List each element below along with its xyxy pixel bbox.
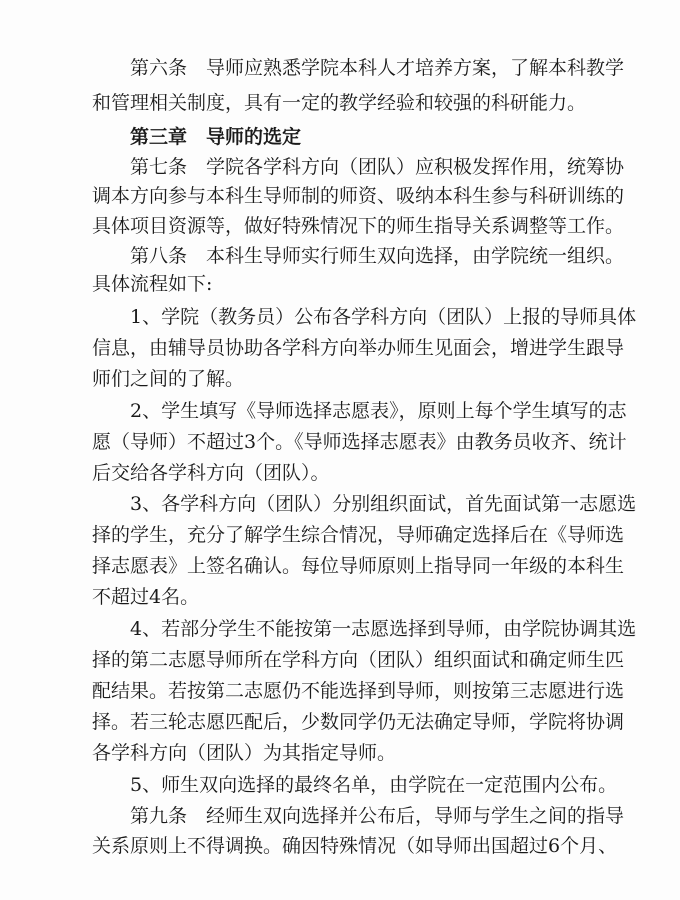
text-line: 2、学生填写《导师选择志愿表》，原则上每个学生填写的志 — [130, 400, 627, 422]
text-line: 择的学生，充分了解学生综合情况，导师确定选择后在《导师选 — [92, 524, 625, 546]
text-line: 和管理相关制度，具有一定的教学经验和较强的科研能力。 — [92, 92, 587, 114]
text-line: 4、若部分学生不能按第一志愿选择到导师，由学院协调其选 — [130, 618, 637, 640]
text-line: 择志愿表》上签名确认。每位导师原则上指导同一年级的本科生 — [92, 555, 625, 577]
text-line: 配结果。若按第二志愿仍不能选择到导师，则按第三志愿进行选 — [92, 680, 625, 702]
text-line: 第六条 导师应熟悉学院本科人才培养方案，了解本科教学 — [130, 57, 625, 79]
text-line: 具体项目资源等，做好特殊情况下的师生指导关系调整等工作。 — [92, 215, 625, 237]
text-line: 1、学院（教务员）公布各学科方向（团队）上报的导师具体 — [130, 306, 637, 328]
text-line: 5、师生双向选择的最终名单，由学院在一定范围内公布。 — [130, 774, 618, 796]
text-line: 各学科方向（团队）为其指定导师。 — [92, 742, 397, 764]
text-line: 后交给各学科方向（团队）。 — [92, 462, 330, 484]
text-line: 师们之间的了解。 — [92, 368, 245, 390]
text-line: 不超过4名。 — [92, 586, 200, 608]
text-line: 第七条 学院各学科方向（团队）应积极发挥作用，统筹协 — [130, 156, 625, 178]
text-line: 第八条 本科生导师实行师生双向选择，由学院统一组织。 — [130, 245, 625, 267]
text-line: 第九条 经师生双向选择并公布后，导师与学生之间的指导 — [130, 805, 625, 827]
text-line: 具体流程如下: — [92, 273, 213, 295]
text-line: 愿（导师）不超过3个。《导师选择志愿表》由教务员收齐、统计 — [92, 431, 627, 453]
text-line: 择。若三轮志愿匹配后，少数同学仍无法确定导师，学院将协调 — [92, 711, 625, 733]
text-line: 3、各学科方向（团队）分别组织面试，首先面试第一志愿选 — [130, 493, 637, 515]
text-line: 调本方向参与本科生导师制的师资、吸纳本科生参与科研训练的 — [92, 185, 625, 207]
chapter-heading: 第三章 导师的选定 — [130, 126, 302, 148]
text-line: 信息，由辅导员协助各学科方向举办师生见面会，增进学生跟导 — [92, 337, 625, 359]
text-line: 关系原则上不得调换。确因特殊情况（如导师出国超过6个月、 — [92, 835, 618, 857]
text-line: 择的第二志愿导师所在学科方向（团队）组织面试和确定师生匹 — [92, 649, 625, 671]
